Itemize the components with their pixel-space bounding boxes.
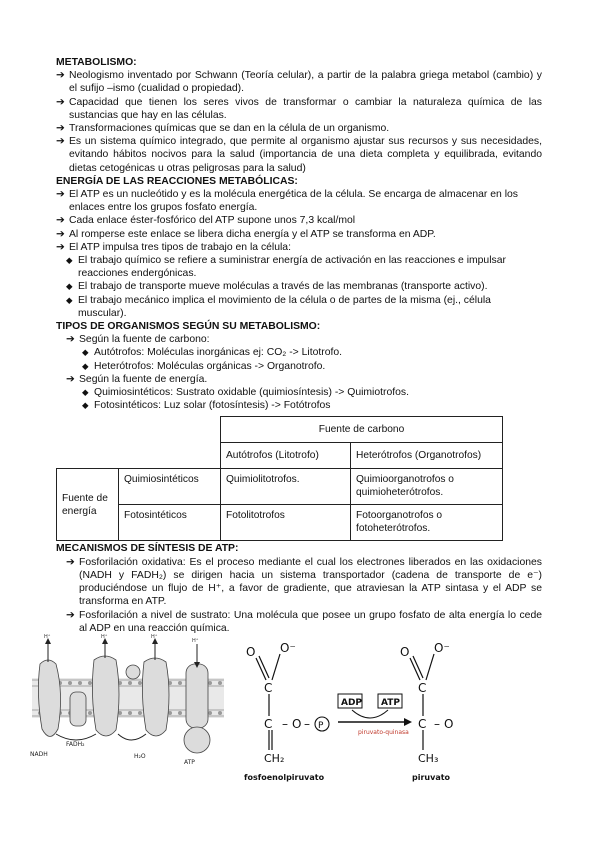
arrow-icon: ➔ [56, 96, 65, 108]
atp-label-left: ATP [184, 759, 195, 766]
list-item: ➔ Al romperse este enlace se libera dicha energía y el ATP se transforma en ADP. [56, 228, 436, 240]
electron-transport-chain-diagram [26, 634, 231, 784]
sub-list-item: ◆ Heterótrofos: Moléculas orgánicas -> Organotrofo. [82, 360, 326, 372]
table-row-quimio: Quimiosintéticos [119, 469, 221, 505]
svg-text:O: O [400, 645, 410, 659]
svg-text:–: – [282, 717, 288, 731]
diamond-icon: ◆ [66, 255, 73, 266]
arrow-icon: ➔ [66, 334, 75, 346]
substrate-label: fosfoenolpiruvato [244, 773, 325, 782]
nadh-label: NADH [30, 751, 48, 758]
list-item: ➔ Es un sistema químico integrado, que permite al organismo ajustar sus recursos y sus necesidades, evitando hábitos nocivos para la salud (importancia de una dieta completa y equilibrada, evitando dietas cetogénicas u otras peligrosas para la salud) [56, 136, 542, 174]
heading-metabolismo: METABOLISMO: [56, 57, 137, 68]
list-item: ➔ Transformaciones químicas que se dan en la célula de un organismo. [56, 123, 390, 135]
fadh-label: FADH₂ [66, 741, 85, 748]
list-item: ➔ El ATP impulsa tres tipos de trabajo en la célula: [56, 241, 291, 253]
diamond-icon: ◆ [82, 387, 89, 398]
table-cell: Fotoorganotrofos o fotoheterótrofos. [351, 505, 503, 541]
document-page [56, 56, 542, 635]
arrow-icon: ➔ [56, 136, 65, 148]
svg-text:H⁺: H⁺ [101, 634, 108, 640]
list-item: ➔ Cada enlace éster-fosfórico del ATP supone unos 7,3 kcal/mol [56, 215, 356, 227]
arrow-icon: ➔ [56, 228, 65, 240]
svg-text:O: O [246, 645, 256, 659]
arrow-icon: ➔ [66, 373, 75, 385]
arrow-icon: ➔ [56, 70, 65, 82]
ch3-label: CH₃ [418, 752, 439, 765]
svg-text:O⁻: O⁻ [280, 641, 296, 655]
sub-list-item: ◆ El trabajo mecánico implica el movimiento de la célula o de partes de la misma (ej., célula muscular). [66, 294, 491, 319]
enzyme-label: piruvato-quinasa [358, 729, 409, 736]
sub-list-item: ◆ Quimiosintéticos: Sustrato oxidable (quimiosíntesis) -> Quimiotrofos. [82, 387, 410, 399]
phosphate-label: P [318, 721, 324, 731]
arrow-icon: ➔ [56, 215, 65, 227]
svg-text:–: – [434, 717, 440, 731]
svg-text:O⁻: O⁻ [434, 641, 450, 655]
table-row-header-energy: Fuente de energía [57, 469, 119, 541]
list-item: ➔ Capacidad que tienen los seres vivos de transformar o cambiar la naturaleza química de las sustancias que hay en las células. [56, 96, 542, 121]
svg-text:C: C [418, 717, 427, 731]
table-cell: Quimiolitotrofos. [221, 469, 351, 505]
svg-text:C: C [264, 681, 273, 695]
arrow-icon: ➔ [56, 123, 65, 135]
heading-tipos: TIPOS DE ORGANISMOS SEGÚN SU METABOLISMO: [56, 321, 321, 333]
svg-text:C: C [418, 681, 427, 695]
adp-label: ADP [341, 698, 363, 708]
substrate-phosphorylation-reaction [240, 634, 490, 784]
table-row-foto: Fotosintéticos [119, 505, 221, 541]
diamond-icon: ◆ [82, 347, 89, 358]
arrow-icon: ➔ [66, 556, 75, 568]
svg-text:C: C [264, 717, 273, 731]
arrow-icon: ➔ [56, 189, 65, 201]
table-col-autotrofos: Autótrofos (Litotrofo) [221, 443, 351, 469]
metabolism-table [56, 416, 503, 541]
svg-text:–: – [304, 717, 310, 731]
ch2-label: CH₂ [264, 752, 285, 765]
sub-list-item: ◆ Fotosintéticos: Luz solar (fotosíntesis) -> Fotótrofos [82, 400, 331, 412]
table-header-carbon: Fuente de carbono [221, 417, 503, 443]
diamond-icon: ◆ [82, 360, 89, 371]
table-cell: Fotolitotrofos [221, 505, 351, 541]
sub-list-item: ◆ El trabajo químico se refiere a suministrar energía de activación en las reacciones e impulsar reacciones endergónicas. [66, 255, 506, 280]
list-item: ➔ Según la fuente de carbono: [66, 334, 210, 346]
atp-label: ATP [381, 698, 401, 708]
list-item: ➔ Según la fuente de energía. [66, 373, 208, 385]
svg-text:H⁺: H⁺ [151, 634, 158, 640]
list-item: ➔ Fosforilación a nivel de sustrato: Una molécula que posee un grupo fosfato de alta energía lo cede al ADP en una reacción química. [66, 609, 542, 634]
svg-text:H⁺: H⁺ [192, 638, 199, 644]
diamond-icon: ◆ [66, 294, 73, 305]
diamond-icon: ◆ [82, 400, 89, 411]
heading-mecanismos: MECANISMOS DE SÍNTESIS DE ATP: [56, 543, 239, 555]
table-cell: Quimioorganotrofos o quimioheterótrofos. [351, 469, 503, 505]
figures [26, 634, 486, 794]
product-label: piruvato [412, 773, 451, 782]
arrow-icon: ➔ [66, 609, 75, 621]
list-item: ➔ Neologismo inventado por Schwann (Teoría celular), a partir de la palabra griega metabol (cambio) y el sufijo –ismo (cualidad o propiedad). [56, 70, 542, 95]
list-item: ➔ Fosforilación oxidativa: Es el proceso mediante el cual los electrones liberados en las oxidaciones (NADH y FADH₂) se dirigen hacia un sistema transportador (cadena de transporte de e⁻) produciéndose un flujo de H⁺, a favor de gradiente, que atraviesan la ATP sintasa y el ADP se transforma en ATP. [66, 556, 542, 608]
diamond-icon: ◆ [66, 281, 73, 292]
sub-list-item: ◆ El trabajo de transporte mueve moléculas a través de las membranas (transporte activo). [66, 281, 488, 293]
sub-list-item: ◆ Autótrofos: Moléculas inorgánicas ej: CO₂ -> Litotrofo. [82, 347, 343, 359]
heading-energia: ENERGÍA DE LAS REACCIONES METABÓLICAS: [56, 175, 298, 187]
list-item: ➔ El ATP es un nucleótido y es la molécula energética de la célula. Se encarga de almacenar en los enlaces entre los grupos fosfato energía. [56, 189, 518, 214]
arrow-icon: ➔ [56, 241, 65, 253]
svg-text:H⁺: H⁺ [44, 634, 51, 640]
water-label: H₂O [134, 753, 146, 760]
table-col-heterotrofos: Heterótrofos (Organotrofos) [351, 443, 503, 469]
svg-text:O: O [292, 717, 302, 731]
svg-text:O: O [444, 717, 454, 731]
